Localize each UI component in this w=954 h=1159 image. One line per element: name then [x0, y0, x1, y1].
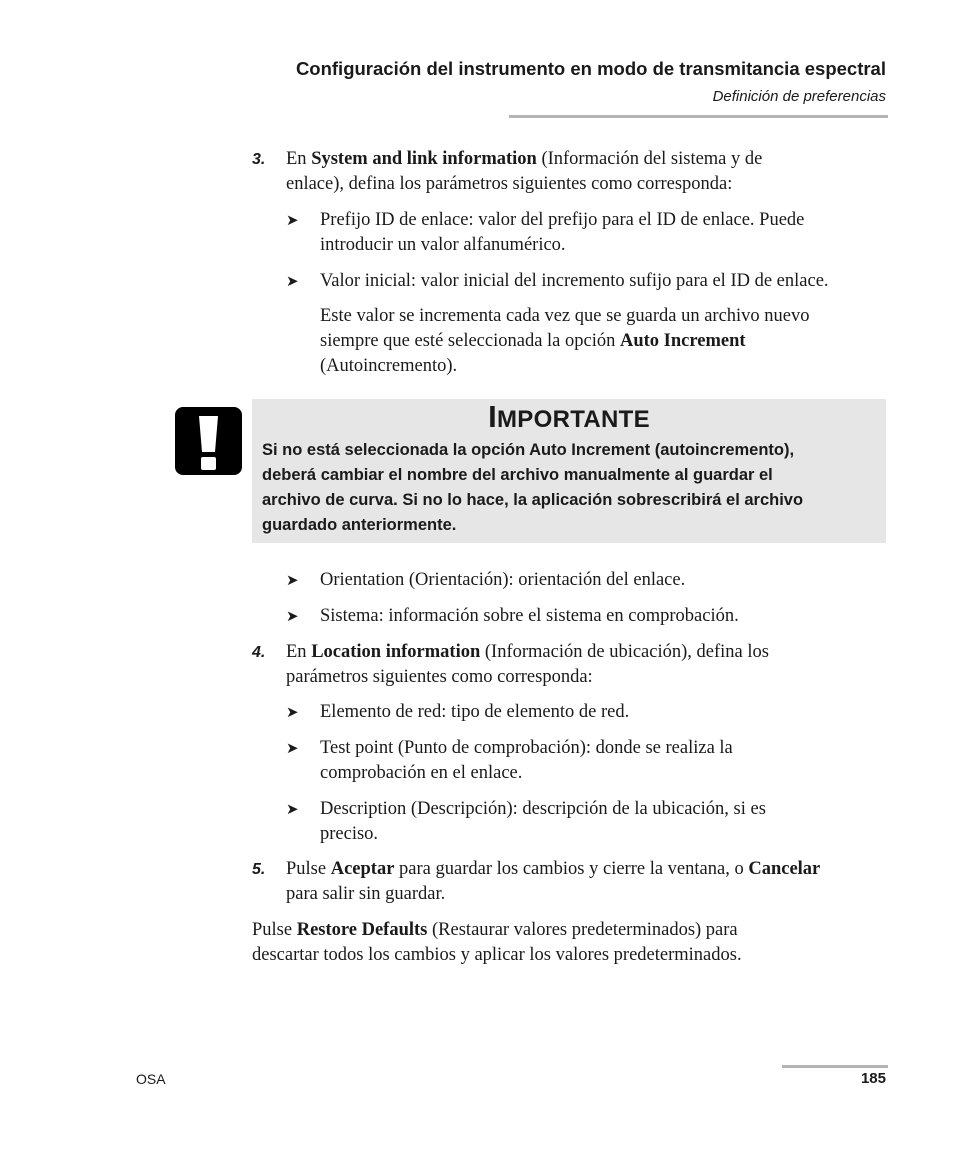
- step-number: 4.: [252, 644, 266, 661]
- arrow-bullet-icon: ➤: [286, 741, 299, 757]
- footer-product: OSA: [136, 1071, 166, 1087]
- step-text: enlace), defina los parámetros siguientes como corresponda:: [286, 174, 733, 194]
- arrow-bullet-icon: ➤: [286, 573, 299, 589]
- step-number: 3.: [252, 151, 266, 168]
- arrow-bullet-icon: ➤: [286, 609, 299, 625]
- bullet-text: Sistema: información sobre el sistema en comprobación.: [320, 606, 739, 626]
- closing-text: descartar todos los cambios y aplicar los valores predeterminados.: [252, 945, 742, 965]
- exclamation-icon: [175, 407, 242, 475]
- note-text: Este valor se incrementa cada vez que se guarda un archivo nuevo: [320, 306, 810, 326]
- step-text: parámetros siguientes como corresponda:: [286, 667, 593, 687]
- important-title: IMPORTANTE: [488, 399, 650, 434]
- note-text: siempre que esté seleccionada la opción Auto Increment: [320, 331, 746, 351]
- bullet-text: Valor inicial: valor inicial del incremento sufijo para el ID de enlace.: [320, 271, 829, 291]
- step-text: Pulse Aceptar para guardar los cambios y cierre la ventana, o Cancelar: [286, 859, 821, 879]
- important-text: Si no está seleccionada la opción Auto Increment (autoincremento), deberá cambiar el nombre del archivo manualmente al guardar el archivo de curva. Si no lo hace, la aplicación sobrescribirá el archivo guardado anteriormente.: [262, 441, 804, 534]
- step-number: 5.: [252, 861, 266, 878]
- step-text: En Location information (Información de ubicación), defina los: [286, 642, 769, 662]
- step-text: para salir sin guardar.: [286, 884, 446, 904]
- arrow-bullet-icon: ➤: [286, 213, 299, 229]
- bullet-text: comprobación en el enlace.: [320, 763, 523, 783]
- page-header-subtitle: Definición de preferencias: [712, 88, 886, 105]
- bullet-text: Orientation (Orientación): orientación del enlace.: [320, 570, 686, 590]
- bullet-text: Description (Descripción): descripción de la ubicación, si es: [320, 799, 766, 819]
- bullet-text: introducir un valor alfanumérico.: [320, 235, 566, 255]
- bullet-text: preciso.: [320, 824, 379, 844]
- page-number: 185: [860, 1070, 886, 1087]
- arrow-bullet-icon: ➤: [286, 802, 299, 818]
- page-header-title: Configuración del instrumento en modo de transmitancia espectral: [295, 58, 886, 79]
- bullet-text: Test point (Punto de comprobación): donde se realiza la: [320, 738, 733, 758]
- step-text: En System and link information (Información del sistema y de: [286, 149, 763, 169]
- closing-text: Pulse Restore Defaults (Restaurar valores predeterminados) para: [252, 920, 738, 940]
- header-rule: [509, 115, 888, 118]
- arrow-bullet-icon: ➤: [286, 705, 299, 721]
- bullet-text: Prefijo ID de enlace: valor del prefijo para el ID de enlace. Puede: [320, 210, 805, 230]
- footer-rule: [782, 1065, 888, 1068]
- bullet-text: Elemento de red: tipo de elemento de red.: [320, 702, 630, 722]
- note-text: (Autoincremento).: [320, 356, 458, 376]
- arrow-bullet-icon: ➤: [286, 274, 299, 290]
